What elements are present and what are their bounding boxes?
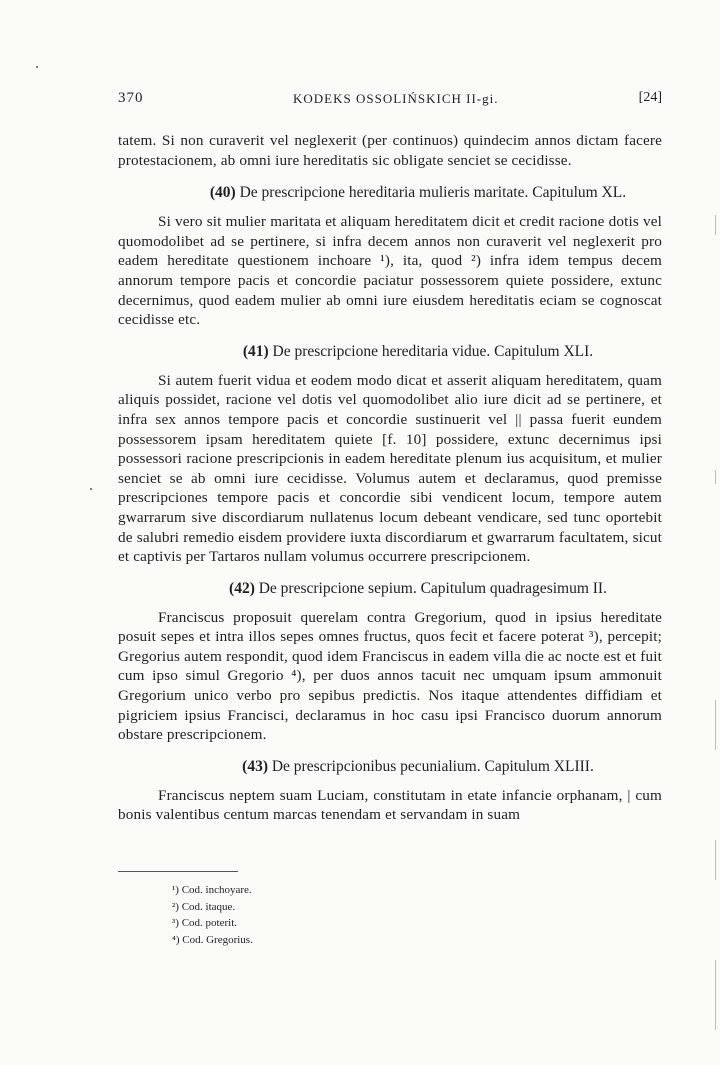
- section-number: (42): [229, 579, 255, 597]
- section-number: (41): [242, 342, 269, 360]
- page-number: 370: [118, 90, 144, 106]
- footnote-marker: ¹): [172, 884, 179, 897]
- footnote: [118, 899, 662, 916]
- section-number: (40): [209, 184, 236, 202]
- running-header: [118, 90, 662, 112]
- scan-edge-mark: [715, 960, 716, 1030]
- scan-speck: [90, 488, 92, 490]
- section-title: De prescripcione hereditaria mulieris maritate. Capitulum XL.: [239, 184, 627, 202]
- section-title: De prescripcione sepium. Capitulum quadragesimum II.: [258, 579, 607, 597]
- running-title: KODEKS OSSOLIŃSKICH II-gi.: [293, 91, 499, 106]
- section-title: De prescripcione hereditaria vidue. Capitulum XLI.: [272, 342, 594, 360]
- book-page: [118, 90, 662, 948]
- scan-speck: [36, 66, 38, 68]
- section-heading: [118, 342, 662, 362]
- footnote-marker: ²): [172, 900, 179, 913]
- section-number: (43): [242, 757, 268, 775]
- intro-paragraph: tatem. Si non curaverit vel neglexerit (per continuos) quindecim annos dictam facere protestacionem, ab omni iure hereditatis sic obligate senciet se cecidisse.: [118, 132, 662, 169]
- scan-edge-mark: [715, 215, 716, 235]
- footnote-separator: [118, 871, 238, 872]
- footnote: [118, 915, 662, 932]
- section-heading: [118, 579, 662, 599]
- section-paragraph: Si autem fuerit vidua et eodem modo dicat et asserit aliquam hereditatem, quam aliquis possidet, racione vel dotis vel quomodolibet alio iure dicit ad se pertinere, et infra sex annos tempore pacis et concordie sustinuerit vel || passa fuerit eundem possessorem ipsam hereditatem quiete [f. 10] possidere, extunc decernimus ipsi possessori racione prescripcionis in eadem hereditate plenum ius acquisitum, et mulier senciet se ab omni iure cecidisse. Volumus autem et declaramus, quod premisse prescripciones tempore pacis et concordie sibi vendicent locum, tempore autem gwarrarum sive discordiarum nullatenus locum debeant vendicare, sed tunc oportebit de salubri remedio eisdem providere iuxta discordiarum et gwarrarum facultatem, sicut et captivis per Tartaros nullam volumus occurrere prescripcionem.: [118, 371, 662, 566]
- scan-edge-mark: [715, 700, 716, 750]
- page-body: [118, 131, 662, 948]
- footnote-text: Cod. Gregorius.: [182, 933, 253, 946]
- section-paragraph: Si vero sit mulier maritata et aliquam hereditatem dicit et credit racione dotis vel quomodolibet ad se pertinere, si infra decem annos non curaverit vel neglexerit pro eadem hereditate questionem inchoare ¹), ita, quod ²) infra idem tempus decem annorum tempore pacis et concordie paciatur possessorem quiete possidere, extunc decernimus, quod eadem mulier ab omni iure eiusdem hereditatis eciam se cognoscat cecidisse etc.: [118, 213, 662, 329]
- footnote-text: Cod. inchoyare.: [181, 884, 252, 897]
- section-paragraph: Franciscus proposuit querelam contra Gregorium, quod in ipsius hereditate posuit sepes et intra illos sepes omnes fructus, quos fecit et facere poterat ³), percepit; Gregorius autem respondit, quod idem Franciscus in eadem villa die ac nocte est et fuit cum ipso simul Gregorio ⁴), per duos annos tacuit nec umquam ipsum ammonuit Gregorium unico verbo pro sepibus predictis. Nos itaque attendentes diffidiam et pigriciem ipsius Francisci, declaramus in hoc casu ipsi Francisco duorum annorum obstare prescripcionem.: [118, 608, 662, 744]
- footnote-text: Cod. poterit.: [181, 917, 238, 930]
- section-heading: [118, 183, 662, 203]
- section-title: De prescripcionibus pecunialium. Capitulum XLIII.: [271, 757, 594, 775]
- footnote: [118, 882, 662, 899]
- footnote-text: Cod. itaque.: [181, 900, 236, 913]
- section-paragraph: Franciscus neptem suam Luciam, constitutam in etate infancie orphanam, | cum bonis valentibus centum marcas tenendam et servandam in suam: [118, 786, 662, 824]
- scan-edge-mark: [715, 840, 716, 880]
- scan-edge-mark: [715, 470, 716, 484]
- folio-marker: [24]: [638, 90, 662, 105]
- footnote-marker: ³): [172, 917, 179, 930]
- footnote: [118, 932, 662, 949]
- footnote-marker: ⁴): [172, 933, 180, 946]
- section-heading: [118, 757, 662, 777]
